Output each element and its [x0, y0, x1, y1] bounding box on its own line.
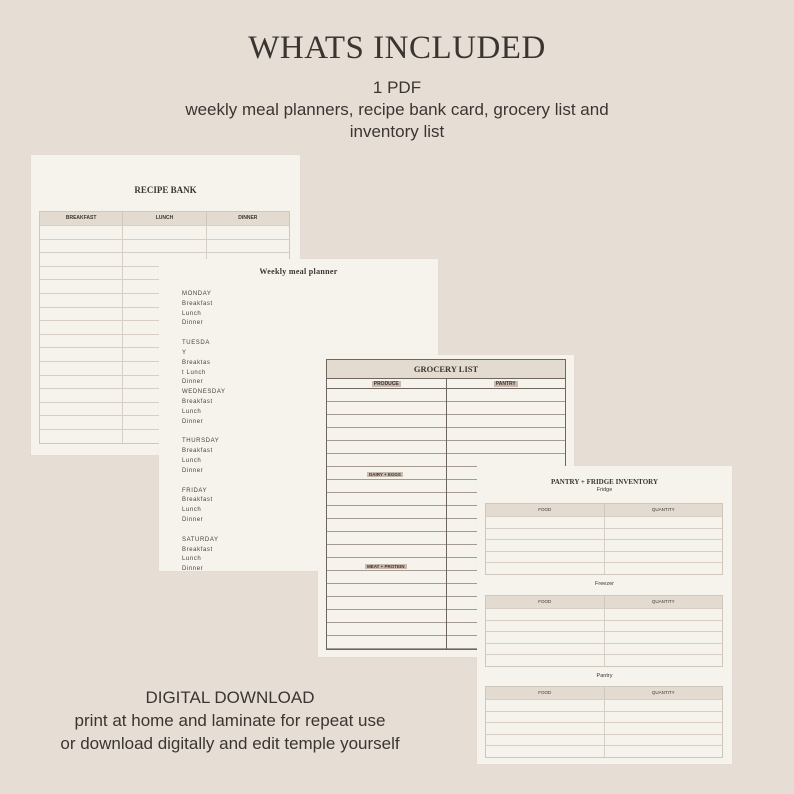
- meal-label: Lunch: [182, 310, 202, 317]
- meal-label: Dinner: [182, 320, 204, 327]
- meal-label: Breakfast: [182, 398, 213, 405]
- grocery-col-header: [447, 379, 566, 389]
- inventory-row: [486, 562, 722, 574]
- meal-label: Lunch: [182, 507, 202, 514]
- inventory-row: [486, 516, 722, 528]
- inventory-row: [486, 528, 722, 540]
- grocery-line: [327, 493, 446, 506]
- inventory-row: [486, 539, 722, 551]
- section-fridge: Fridge: [596, 487, 613, 493]
- subtitle-contents-2: inventory list: [349, 122, 445, 141]
- grocery-line: [327, 584, 446, 597]
- inventory-row: [486, 711, 722, 723]
- meal-label: Y: [182, 349, 187, 356]
- pantry-table: [485, 686, 723, 758]
- col-dinner: DINNER: [238, 215, 258, 221]
- grocery-line: [327, 571, 446, 584]
- grocery-line: [327, 636, 446, 649]
- grocery-line: [327, 402, 446, 415]
- grocery-line: [327, 415, 446, 428]
- grocery-line: [327, 506, 446, 519]
- meal-label: Breakfast: [182, 448, 213, 455]
- recipe-bank-row: [40, 225, 289, 239]
- meal-label: Lunch: [182, 457, 202, 464]
- meal-label: Dinner: [182, 379, 204, 386]
- day-label: THURSDAY: [182, 438, 220, 445]
- day-label: TUESDA: [182, 340, 210, 347]
- recipe-bank-header: [40, 212, 289, 225]
- col-lunch: LUNCH: [123, 212, 206, 225]
- grocery-col-header: [327, 379, 446, 389]
- col-quantity: QUANTITY: [651, 507, 675, 512]
- grocery-line: [447, 441, 566, 454]
- day-block: [182, 388, 226, 427]
- inventory-row: [486, 631, 722, 643]
- day-block: [182, 437, 226, 476]
- inventory-row: [486, 699, 722, 711]
- grocery-list-title: GROCERY LIST: [327, 360, 565, 379]
- meal-label: t Lunch: [182, 369, 206, 376]
- grocery-line: [327, 532, 446, 545]
- grocery-line: [327, 610, 446, 623]
- inventory-row: [486, 722, 722, 734]
- grocery-col-produce: [327, 379, 447, 649]
- meal-label: Lunch: [182, 408, 202, 415]
- weekly-day-list: [182, 290, 226, 571]
- col-quantity: QUANTITY: [651, 599, 675, 604]
- col-food: FOOD: [486, 504, 605, 516]
- recipe-bank-row: [40, 239, 289, 253]
- digital-download-heading: DIGITAL DOWNLOAD: [145, 688, 315, 707]
- grocery-line: [447, 428, 566, 441]
- meal-label: Dinner: [182, 516, 204, 523]
- subtitle-contents: weekly meal planners, recipe bank card, grocery list and: [185, 100, 609, 119]
- inventory-row: [486, 654, 722, 666]
- inventory-row: [486, 608, 722, 620]
- grocery-line: [447, 389, 566, 402]
- grocery-line: [327, 428, 446, 441]
- meal-label: Breakfast: [182, 546, 213, 553]
- col-quantity: QUANTITY: [651, 690, 675, 695]
- section-freezer: Freezer: [595, 581, 614, 587]
- grocery-line: [447, 402, 566, 415]
- meal-label: Dinner: [182, 467, 204, 474]
- inventory-row: [486, 745, 722, 757]
- day-label: SATURDAY: [182, 536, 219, 543]
- meal-label: Dinner: [182, 566, 204, 571]
- inventory-row: [486, 734, 722, 746]
- produce-label: PRODUCE: [373, 381, 399, 387]
- day-label: WEDNESDAY: [182, 389, 226, 396]
- col-food: FOOD: [486, 596, 605, 608]
- grocery-line: [447, 415, 566, 428]
- day-block: [182, 290, 226, 329]
- grocery-line: [327, 441, 446, 454]
- section-meat-protein: MEAT + PROTEIN: [367, 564, 405, 569]
- inventory-row: [486, 620, 722, 632]
- meal-label: Breakfast: [182, 497, 213, 504]
- meal-label: Dinner: [182, 418, 204, 425]
- inventory-row: [486, 643, 722, 655]
- meal-label: Breaktas: [182, 359, 211, 366]
- grocery-line: [327, 597, 446, 610]
- meal-label: Breakfast: [182, 300, 213, 307]
- grocery-line: [327, 623, 446, 636]
- inventory-title: PANTRY + FRIDGE INVENTORY: [550, 478, 658, 486]
- grocery-line: [327, 519, 446, 532]
- page-title: WHATS INCLUDED: [248, 30, 546, 66]
- fridge-table: [485, 503, 723, 575]
- grocery-line: [327, 480, 446, 493]
- grocery-line: [327, 545, 446, 558]
- day-block: [182, 339, 226, 388]
- section-dairy-eggs: DAIRY + EGGS: [369, 472, 401, 477]
- section-pantry: Pantry: [596, 673, 613, 679]
- day-block: [182, 536, 226, 571]
- edit-note: or download digitally and edit temple yourself: [60, 734, 400, 753]
- day-label: FRIDAY: [182, 487, 208, 494]
- col-food: FOOD: [486, 687, 605, 699]
- col-breakfast: BREAKFAST: [40, 212, 123, 225]
- meal-label: Lunch: [182, 556, 202, 563]
- pantry-label: PANTRY: [495, 381, 516, 387]
- day-block: [182, 487, 226, 526]
- freezer-table: [485, 595, 723, 667]
- grocery-line: [327, 389, 446, 402]
- weekly-planner-title: Weekly meal planner: [259, 267, 338, 276]
- grocery-line: [327, 454, 446, 467]
- inventory-page: [477, 466, 732, 764]
- recipe-bank-title: RECIPE BANK: [134, 185, 197, 195]
- print-note: print at home and laminate for repeat use: [74, 711, 386, 730]
- inventory-row: [486, 551, 722, 563]
- day-label: MONDAY: [182, 291, 212, 297]
- subtitle-pdf: 1 PDF: [372, 78, 422, 97]
